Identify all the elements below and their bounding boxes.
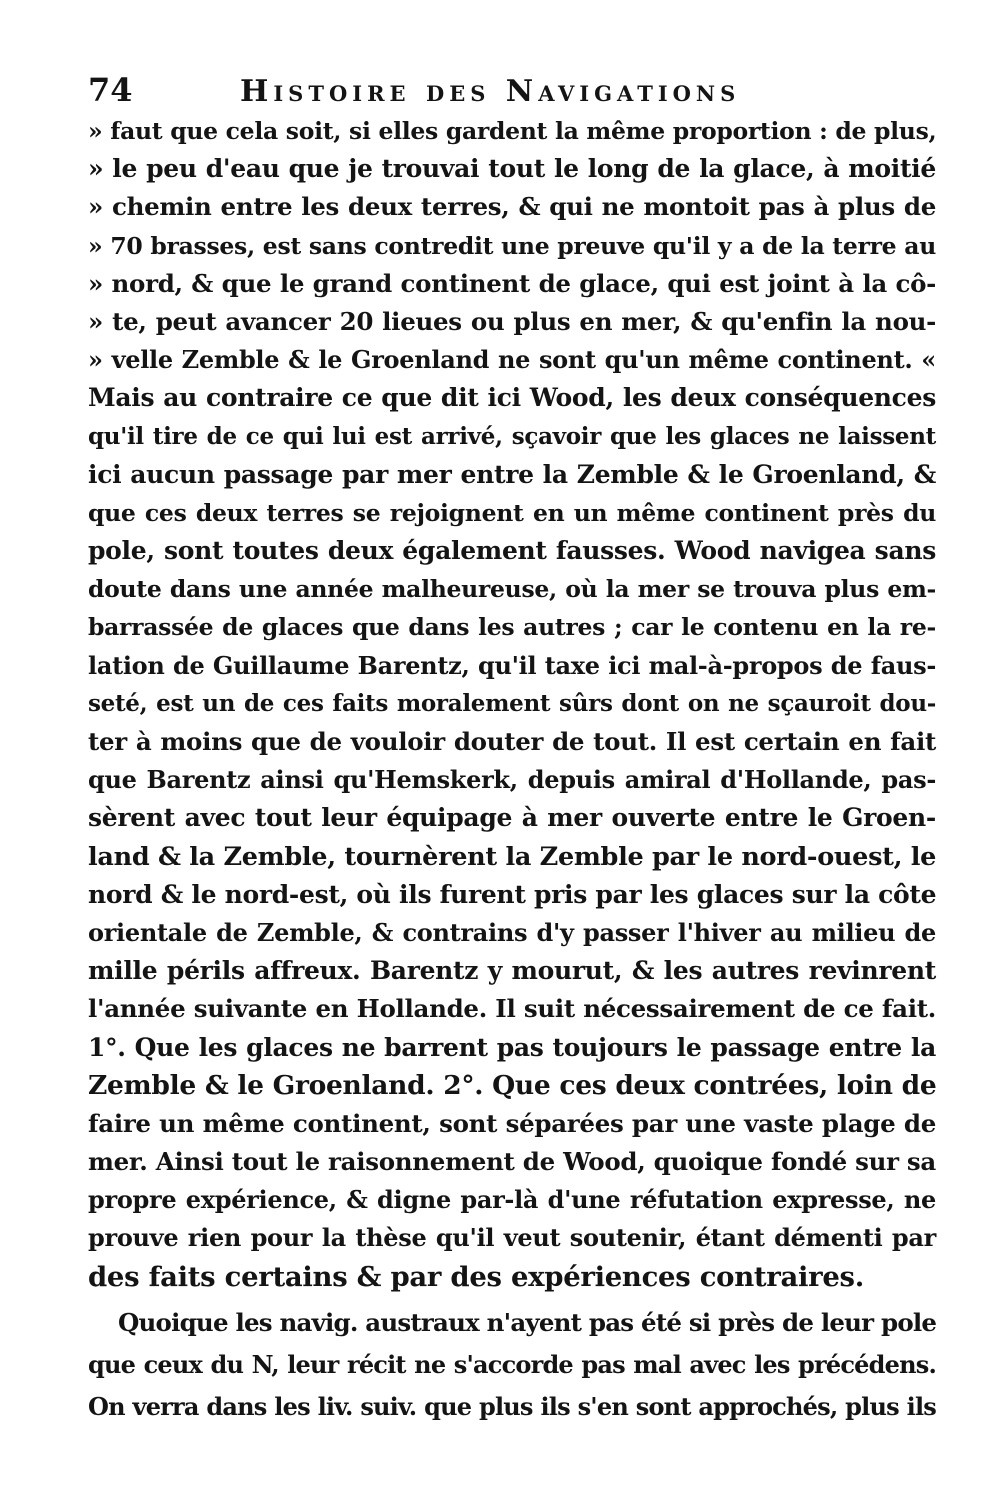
text-line: » faut que cela soit, si elles gardent la même proportion : de plus, bbox=[88, 117, 937, 145]
text-line: Mais au contraire ce que dit ici Wood, les deux conséquences bbox=[88, 383, 936, 413]
text-line: que ces deux terres se rejoignent en un même continent près du bbox=[88, 498, 936, 527]
text-line: 1°. Que les glaces ne barrent pas toujours le passage entre la bbox=[88, 1032, 936, 1062]
text-line: que ceux du N, leur récit ne s'accorde pas mal avec les précédens. bbox=[88, 1350, 936, 1379]
text-line: nord & le nord-est, où ils furent pris par les glaces sur la côte bbox=[88, 879, 937, 909]
text-line: qu'il tire de ce qui lui est arrivé, sçavoir que les glaces ne laissent bbox=[88, 422, 936, 450]
text-line: pole, sont toutes deux également fausses. Wood navigea sans bbox=[88, 536, 936, 566]
text-line: des faits certains & par des expériences contraires. bbox=[88, 1260, 864, 1293]
text-line: Quoique les navig. austraux n'ayent pas été si près de leur pole bbox=[118, 1308, 937, 1337]
text-line: » nord, & que le grand continent de glace, qui est joint à la cô- bbox=[88, 268, 936, 298]
text-line: mille périls affreux. Barentz y mourut, & les autres revinrent bbox=[88, 956, 936, 986]
text-line: ter à moins que de vouloir douter de tout. Il est certain en fait bbox=[88, 727, 936, 756]
text-line: lation de Guillaume Barentz, qu'il taxe ici mal-à-propos de faus- bbox=[88, 650, 936, 680]
text-line: barrassée de glaces que dans les autres ; car le contenu en la re- bbox=[88, 613, 936, 642]
text-line: On verra dans les liv. suiv. que plus ils s'en sont approchés, plus ils bbox=[88, 1392, 936, 1421]
text-line: » le peu d'eau que je trouvai tout le long de la glace, à moitié bbox=[88, 154, 936, 184]
text-line: doute dans une année malheureuse, où la mer se trouva plus em- bbox=[88, 575, 936, 604]
text-line: que Barentz ainsi qu'Hemskerk, depuis amiral d'Hollande, pas- bbox=[88, 765, 936, 795]
page-number: 74 bbox=[88, 71, 133, 109]
text-line: Zemble & le Groenland. 2°. Que ces deux contrées, loin de bbox=[88, 1069, 937, 1101]
text-line: sèrent avec tout leur équipage à mer ouverte entre le Groen- bbox=[88, 803, 936, 833]
body-paragraph-1 bbox=[88, 112, 936, 1296]
text-line: prouve rien pour la thèse qu'il veut soutenir, étant démenti par bbox=[88, 1223, 936, 1253]
text-line: l'année suivante en Hollande. Il suit nécessairement de ce fait. bbox=[88, 994, 936, 1024]
text-line: seté, est un de ces faits moralement sûrs dont on ne sçauroit dou- bbox=[88, 689, 936, 717]
text-line: » te, peut avancer 20 lieues ou plus en mer, & qu'enfin la nou- bbox=[88, 306, 936, 336]
text-line: propre expérience, & digne par-là d'une réfutation expresse, ne bbox=[88, 1185, 936, 1215]
text-line: faire un même continent, sont séparées par une vaste plage de bbox=[88, 1108, 936, 1138]
text-line: land & la Zemble, tournèrent la Zemble par le nord-ouest, le bbox=[88, 841, 937, 872]
page-header bbox=[88, 70, 948, 110]
text-line: » chemin entre les deux terres, & qui ne montoit pas à plus de bbox=[88, 192, 936, 222]
body-paragraph-2 bbox=[88, 1302, 936, 1428]
text-line: mer. Ainsi tout le raisonnement de Wood, quoique fondé sur sa bbox=[88, 1147, 936, 1177]
text-line: ici aucun passage par mer entre la Zemble & le Groenland, & bbox=[88, 459, 936, 489]
text-line: orientale de Zemble, & contrains d'y passer l'hiver au milieu de bbox=[88, 917, 936, 947]
text-line: » 70 brasses, est sans contredit une preuve qu'il y a de la terre au bbox=[88, 231, 936, 260]
text-line: » velle Zemble & le Groenland ne sont qu'un même continent. « bbox=[88, 345, 936, 375]
running-head: Histoire des Navigations bbox=[240, 74, 741, 109]
